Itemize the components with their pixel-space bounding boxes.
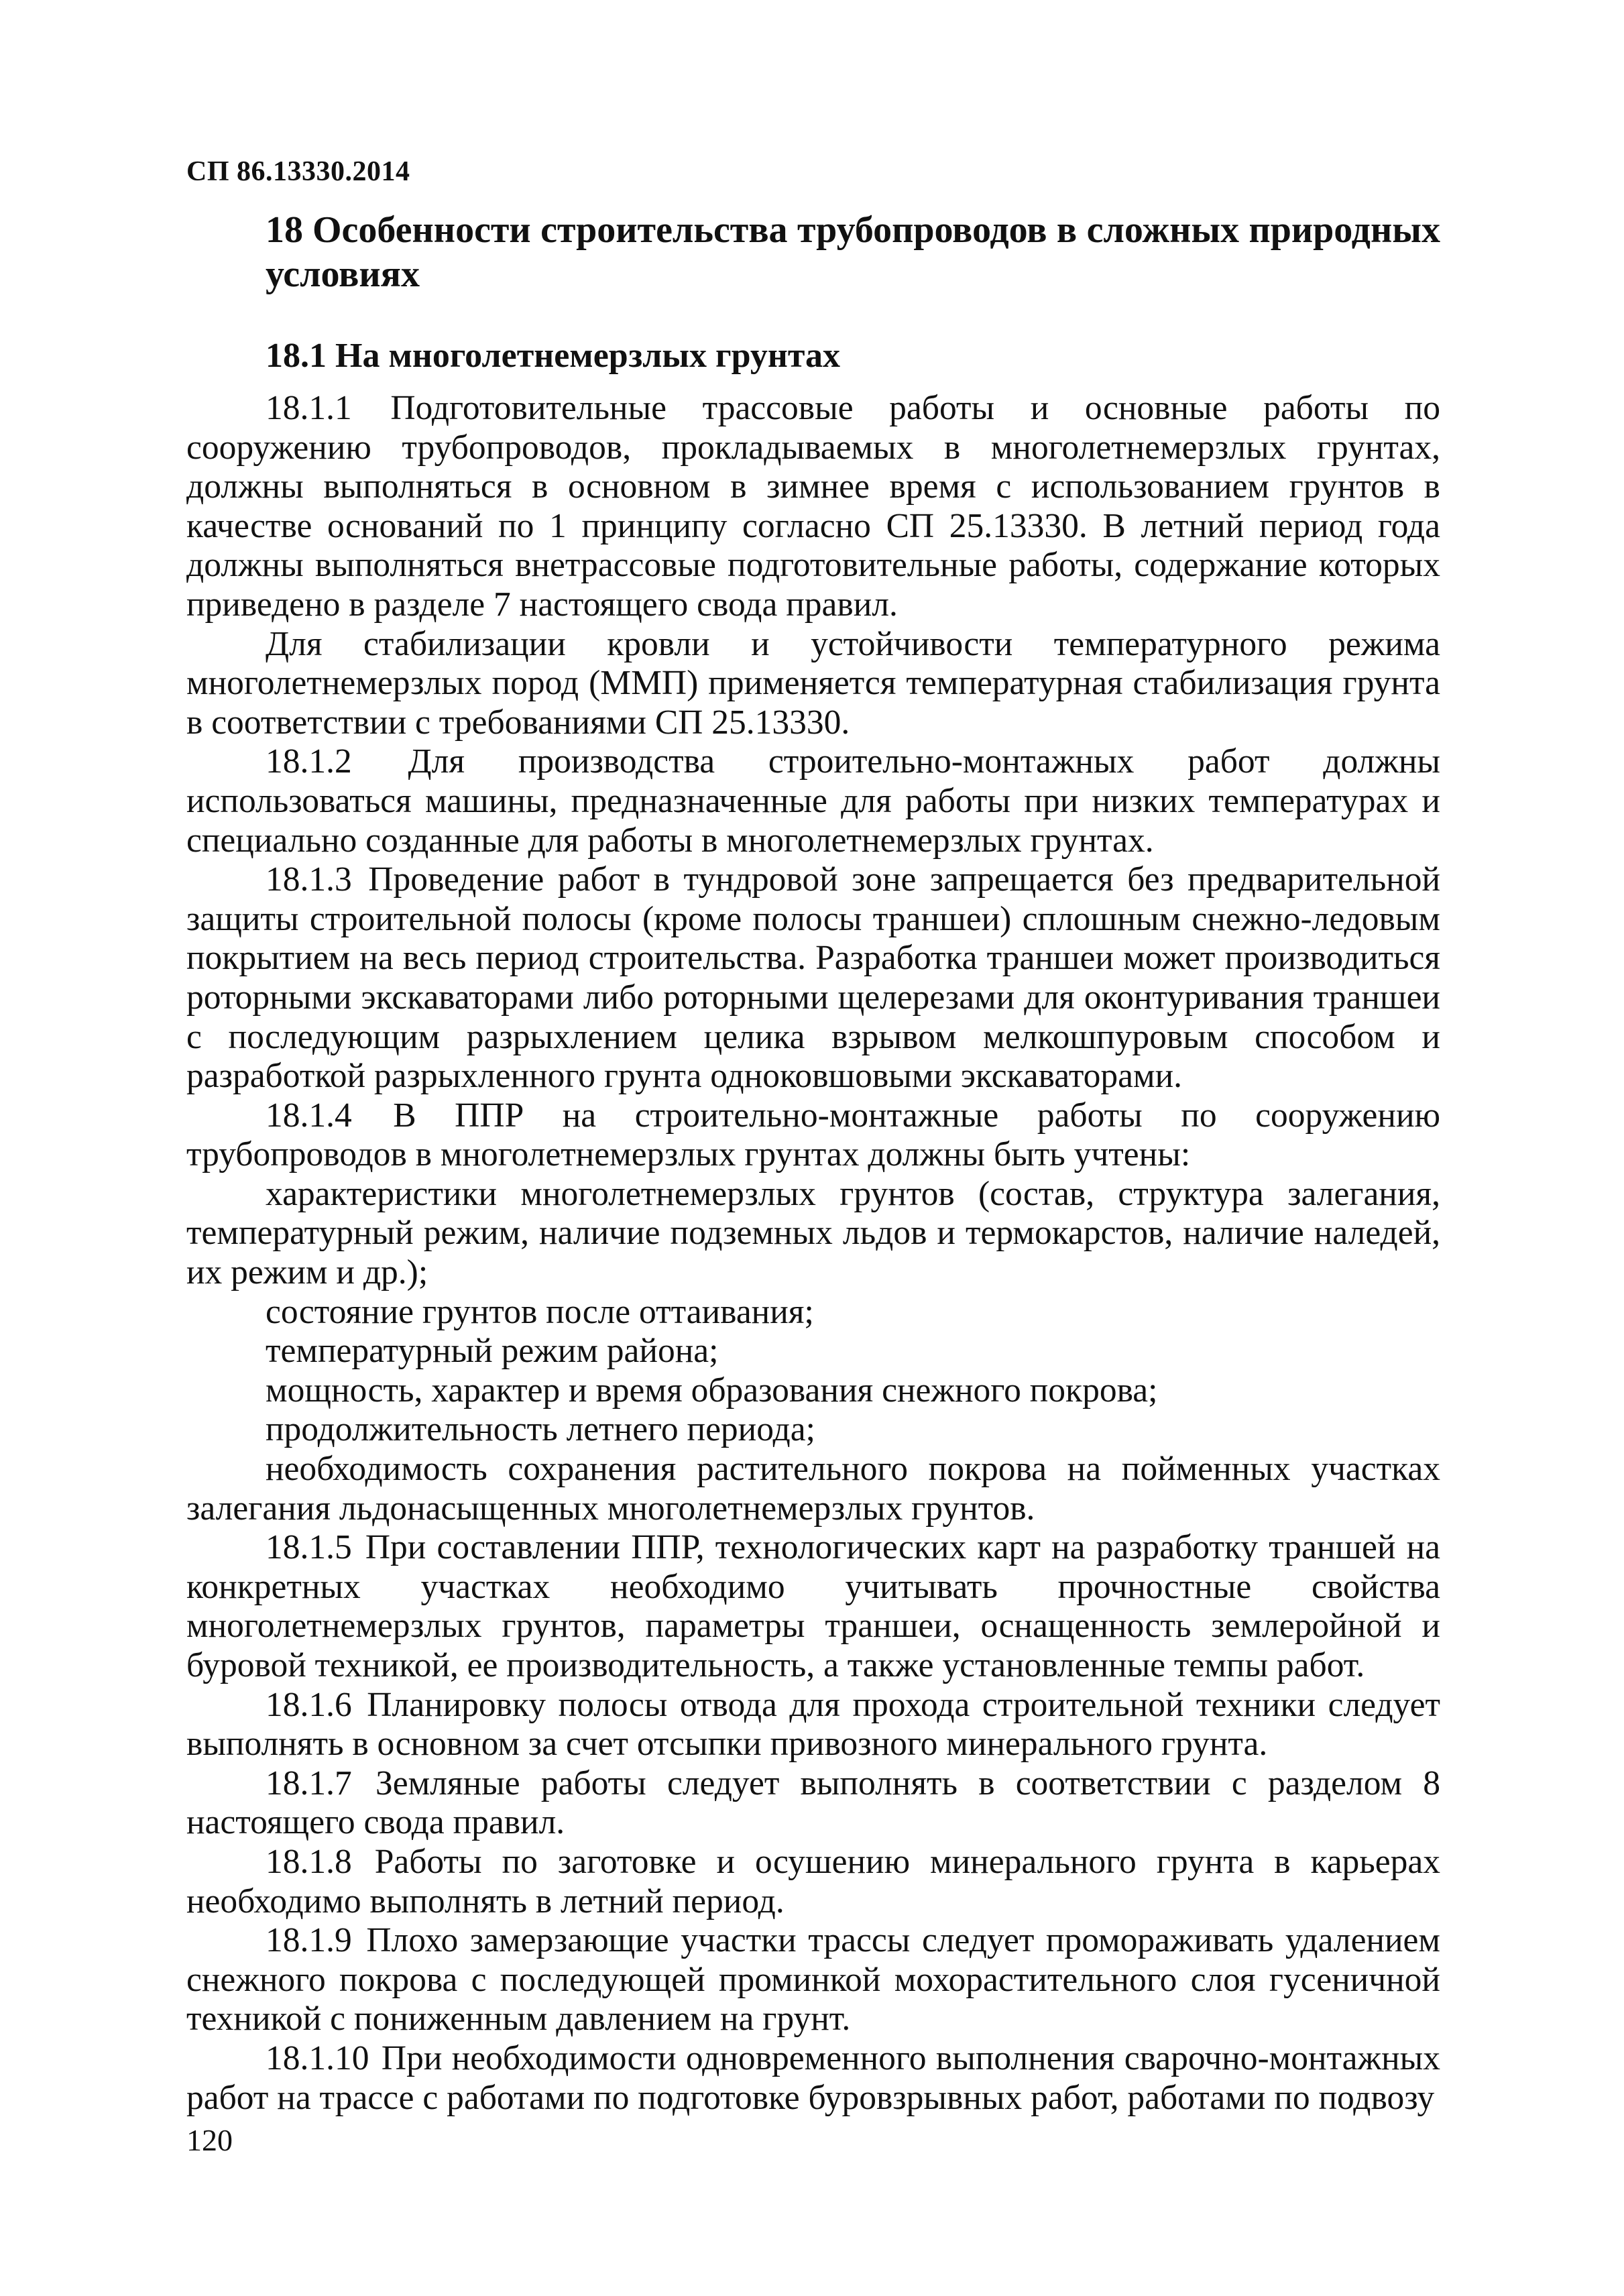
paragraph-18-1-3 — [186, 860, 1440, 1096]
paragraph-18-1-2 — [186, 742, 1440, 860]
document-code: СП 86.13330.2014 — [186, 156, 410, 187]
paragraph-number: 18.1.3 — [266, 860, 352, 899]
section-number: 18 — [266, 209, 303, 251]
section-title: Особенности строительства трубопроводов в сложных природных условиях — [266, 209, 1440, 295]
paragraph-number: 18.1.6 — [266, 1685, 352, 1724]
paragraph-18-1-5 — [186, 1528, 1440, 1685]
paragraph-text: Земляные работы следует выполнять в соответствии с разделом 8 настоящего свода правил. — [186, 1764, 1440, 1842]
paragraph-18-1-6 — [186, 1686, 1440, 1764]
paragraph-number: 18.1.1 — [266, 389, 352, 427]
paragraph-stabilization — [186, 625, 1440, 743]
paragraph-text: Подготовительные трассовые работы и основные работы по сооружению трубопроводов, прокладываемых в многолетнемерзлых грунтах, должны выполняться в основном в зимнее время с использованием грунтов в качестве оснований по 1 принципу согласно СП 25.13330. В летний период года должны выполняться внетрассовые подготовительные работы, содержание которых приведено в разделе 7 настоящего свода правил. — [186, 389, 1440, 624]
paragraph-18-1-1 — [186, 389, 1440, 625]
paragraph-number: 18.1.9 — [266, 1921, 352, 1960]
paragraph-number: 18.1.8 — [266, 1842, 352, 1881]
paragraph-18-1-4 — [186, 1096, 1440, 1175]
section-heading — [186, 208, 1440, 296]
page-number: 120 — [186, 2123, 233, 2157]
list-item: продолжительность летнего периода; — [266, 1410, 815, 1449]
paragraph-text: При составлении ППР, технологических карт на разработку траншей на конкретных участках необходимо учитывать прочностные свойства многолетнемерзлых грунтов, параметры траншеи, оснащенность землеройной и буровой техникой, ее производительность, а также установленные темпы работ. — [186, 1528, 1440, 1684]
paragraph-text: Плохо замерзающие участки трассы следует промораживать удалением снежного покрова с последующей проминкой мохорастительного слоя гусеничной техникой с пониженным давлением на грунт. — [186, 1921, 1441, 2039]
list-item: необходимость сохранения растительного покрова на пойменных участках залегания льдонасыщенных многолетнемерзлых грунтов. — [186, 1450, 1440, 1528]
list-item: мощность, характер и время образования снежного покрова; — [266, 1371, 1158, 1410]
subsection-heading: 18.1 На многолетнемерзлых грунтах — [266, 337, 841, 375]
list-item: температурный режим района; — [266, 1332, 719, 1371]
paragraph-text: Планировку полосы отвода для прохода строительной техники следует выполнять в основном за счет отсыпки привозного минерального грунта. — [186, 1685, 1440, 1764]
page-content — [186, 208, 1440, 2118]
list-item: состояние грунтов после оттаивания; — [266, 1292, 814, 1331]
paragraph-text: Работы по заготовке и осушению минерального грунта в карьерах необходимо выполнять в летний период. — [186, 1842, 1441, 1920]
paragraph-number: 18.1.7 — [266, 1764, 352, 1802]
paragraph-18-1-8 — [186, 1843, 1440, 1921]
paragraph-text: Для стабилизации кровли и устойчивости температурного режима многолетнемерзлых пород (ММП) применяется температурная стабилизация грунта в соответствии с требованиями СП 25.13330. — [186, 624, 1440, 742]
paragraph-text: При необходимости одновременного выполнения сварочно-монтажных работ на трассе с работами по подготовке буровзрывных работ, работами по подвозу — [186, 2039, 1441, 2117]
paragraph-18-1-10 — [186, 2039, 1440, 2118]
paragraph-number: 18.1.4 — [266, 1096, 352, 1135]
paragraph-18-1-7 — [186, 1764, 1440, 1843]
paragraph-number: 18.1.10 — [266, 2039, 369, 2077]
list-item: характеристики многолетнемерзлых грунтов (состав, структура залегания, температурный режим, наличие подземных льдов и термокарстов, наличие наледей, их режим и др.); — [186, 1174, 1440, 1292]
paragraph-number: 18.1.5 — [266, 1528, 352, 1567]
paragraph-text: Проведение работ в тундровой зоне запрещается без предварительной защиты строительной полосы (кроме полосы траншеи) сплошным снежно-ледовым покрытием на весь период строительства. Разработка траншеи может производиться роторными экскаваторами либо роторными щелерезами для оконтуривания траншеи с последующим разрыхлением целика взрывом мелкошпуровым способом и разработкой разрыхленного грунта одноковшовыми экскаваторами. — [186, 860, 1441, 1096]
paragraph-18-1-9 — [186, 1921, 1440, 2039]
paragraph-number: 18.1.2 — [266, 742, 352, 781]
paragraph-text: В ППР на строительно-монтажные работы по сооружению трубопроводов в многолетнемерзлых грунтах должны быть учтены: — [186, 1096, 1441, 1174]
paragraph-text: Для производства строительно-монтажных работ должны использоваться машины, предназначенные для работы при низких температурах и специально созданные для работы в многолетнемерзлых грунтах. — [186, 742, 1440, 860]
